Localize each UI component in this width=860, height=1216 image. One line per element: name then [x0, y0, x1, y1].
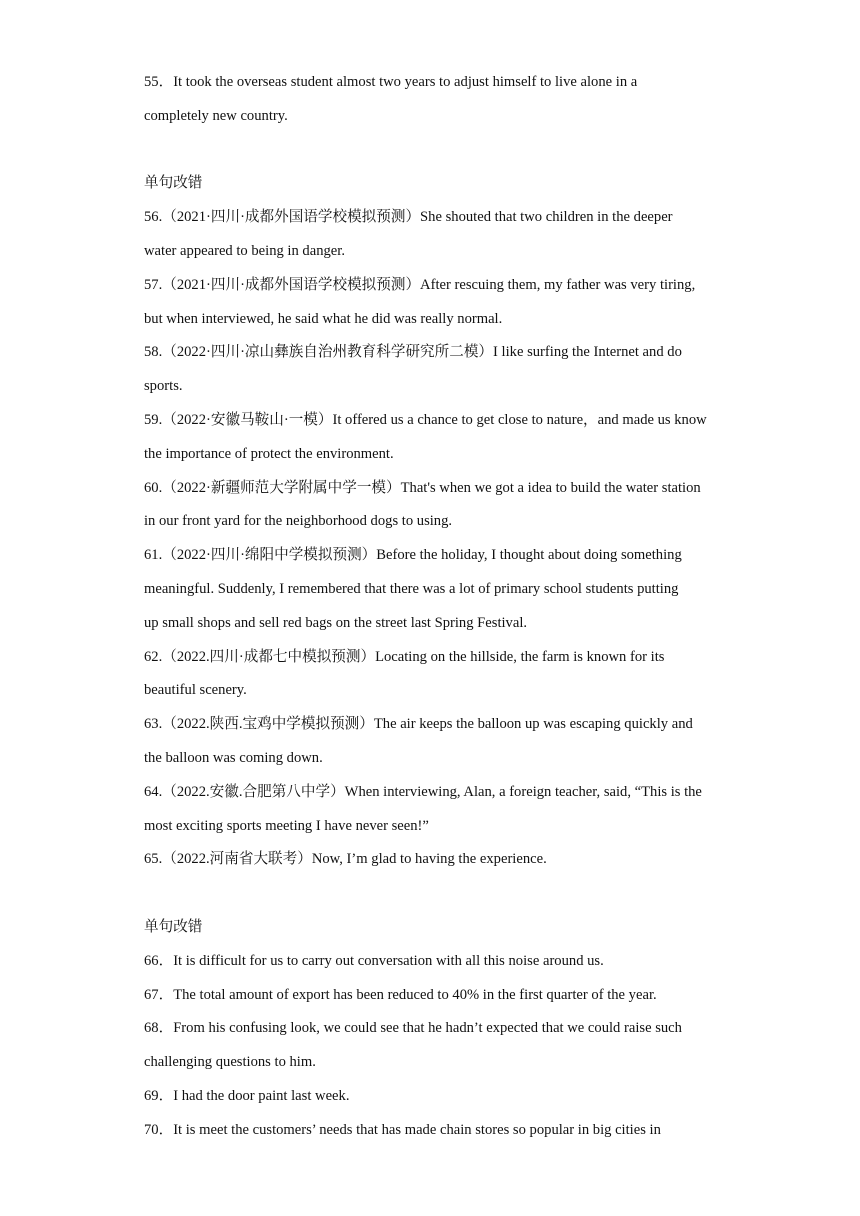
question-line: 57.（2021·四川·成都外国语学校模拟预测）After rescuing them, my father was very tiring,: [144, 276, 696, 293]
question-line: beautiful scenery.: [144, 682, 247, 699]
question-line: 62.（2022.四川·成都七中模拟预测）Locating on the hillside, the farm is known for its: [144, 648, 665, 665]
question-line: 58.（2022·四川·凉山彝族自治州教育科学研究所二模）I like surfing the Internet and do: [144, 344, 682, 361]
blank-spacer: [144, 877, 724, 911]
question-item: [144, 472, 724, 540]
question-item: [144, 269, 724, 337]
question-line: 63.（2022.陕西.宝鸡中学模拟预测）The air keeps the balloon up was escaping quickly and: [144, 716, 693, 733]
document-content: [144, 66, 724, 1148]
question-line: sports.: [144, 378, 183, 395]
question-item: [144, 641, 724, 709]
question-item: [144, 945, 724, 979]
question-line: in our front yard for the neighborhood dogs to using.: [144, 513, 453, 530]
question-item: [144, 1080, 724, 1114]
question-line: 61.（2022·四川·绵阳中学模拟预测）Before the holiday, I thought about doing something: [144, 547, 682, 564]
section-heading: 单句改错: [144, 175, 203, 192]
question-line: 60.（2022·新疆师范大学附属中学一模）That's when we got a idea to build the water station: [144, 479, 701, 496]
question-item: [144, 1012, 724, 1080]
question-line: 69．I had the door paint last week.: [144, 1087, 350, 1104]
question-line: 55．It took the overseas student almost two years to adjust himself to live alone in a: [144, 74, 638, 90]
question-line: up small shops and sell red bags on the street last Spring Festival.: [144, 614, 528, 631]
question-item: [144, 66, 724, 134]
question-item: [144, 336, 724, 404]
question-line: 70．It is meet the customers’ needs that has made chain stores so popular in big cities in: [144, 1121, 661, 1138]
question-line: 68．From his confusing look, we could see that he hadn’t expected that we could raise such: [144, 1020, 682, 1037]
question-line: challenging questions to him.: [144, 1054, 316, 1071]
question-line: meaningful. Suddenly, I remembered that there was a lot of primary school students putting: [144, 580, 679, 597]
question-item: [144, 708, 724, 776]
question-item: [144, 539, 724, 640]
question-item: [144, 201, 724, 269]
question-line: most exciting sports meeting I have never seen!”: [144, 817, 429, 834]
question-line: 59.（2022·安徽马鞍山·一模）It offered us a chance to get close to nature，and made us know: [144, 411, 707, 428]
question-line: the balloon was coming down.: [144, 749, 323, 766]
question-line: 56.（2021·四川·成都外国语学校模拟预测）She shouted that two children in the deeper: [144, 209, 673, 226]
question-item: [144, 979, 724, 1013]
question-item: [144, 1114, 724, 1148]
question-item: [144, 843, 724, 877]
question-line: but when interviewed, he said what he did was really normal.: [144, 310, 503, 327]
blank-spacer: [144, 134, 724, 168]
question-line: 65.（2022.河南省大联考）Now, I’m glad to having the experience.: [144, 851, 547, 868]
question-line: water appeared to being in danger.: [144, 242, 345, 259]
question-line: 67．The total amount of export has been reduced to 40% in the first quarter of the year.: [144, 986, 657, 1003]
section-heading: 单句改错: [144, 918, 203, 935]
question-line: 64.（2022.安徽.合肥第八中学）When interviewing, Alan, a foreign teacher, said, “This is the: [144, 783, 702, 800]
question-item: [144, 776, 724, 844]
question-line: 66．It is difficult for us to carry out conversation with all this noise around us.: [144, 952, 604, 969]
question-line: completely new country.: [144, 107, 288, 124]
question-line: the importance of protect the environment.: [144, 445, 394, 462]
question-item: [144, 404, 724, 472]
